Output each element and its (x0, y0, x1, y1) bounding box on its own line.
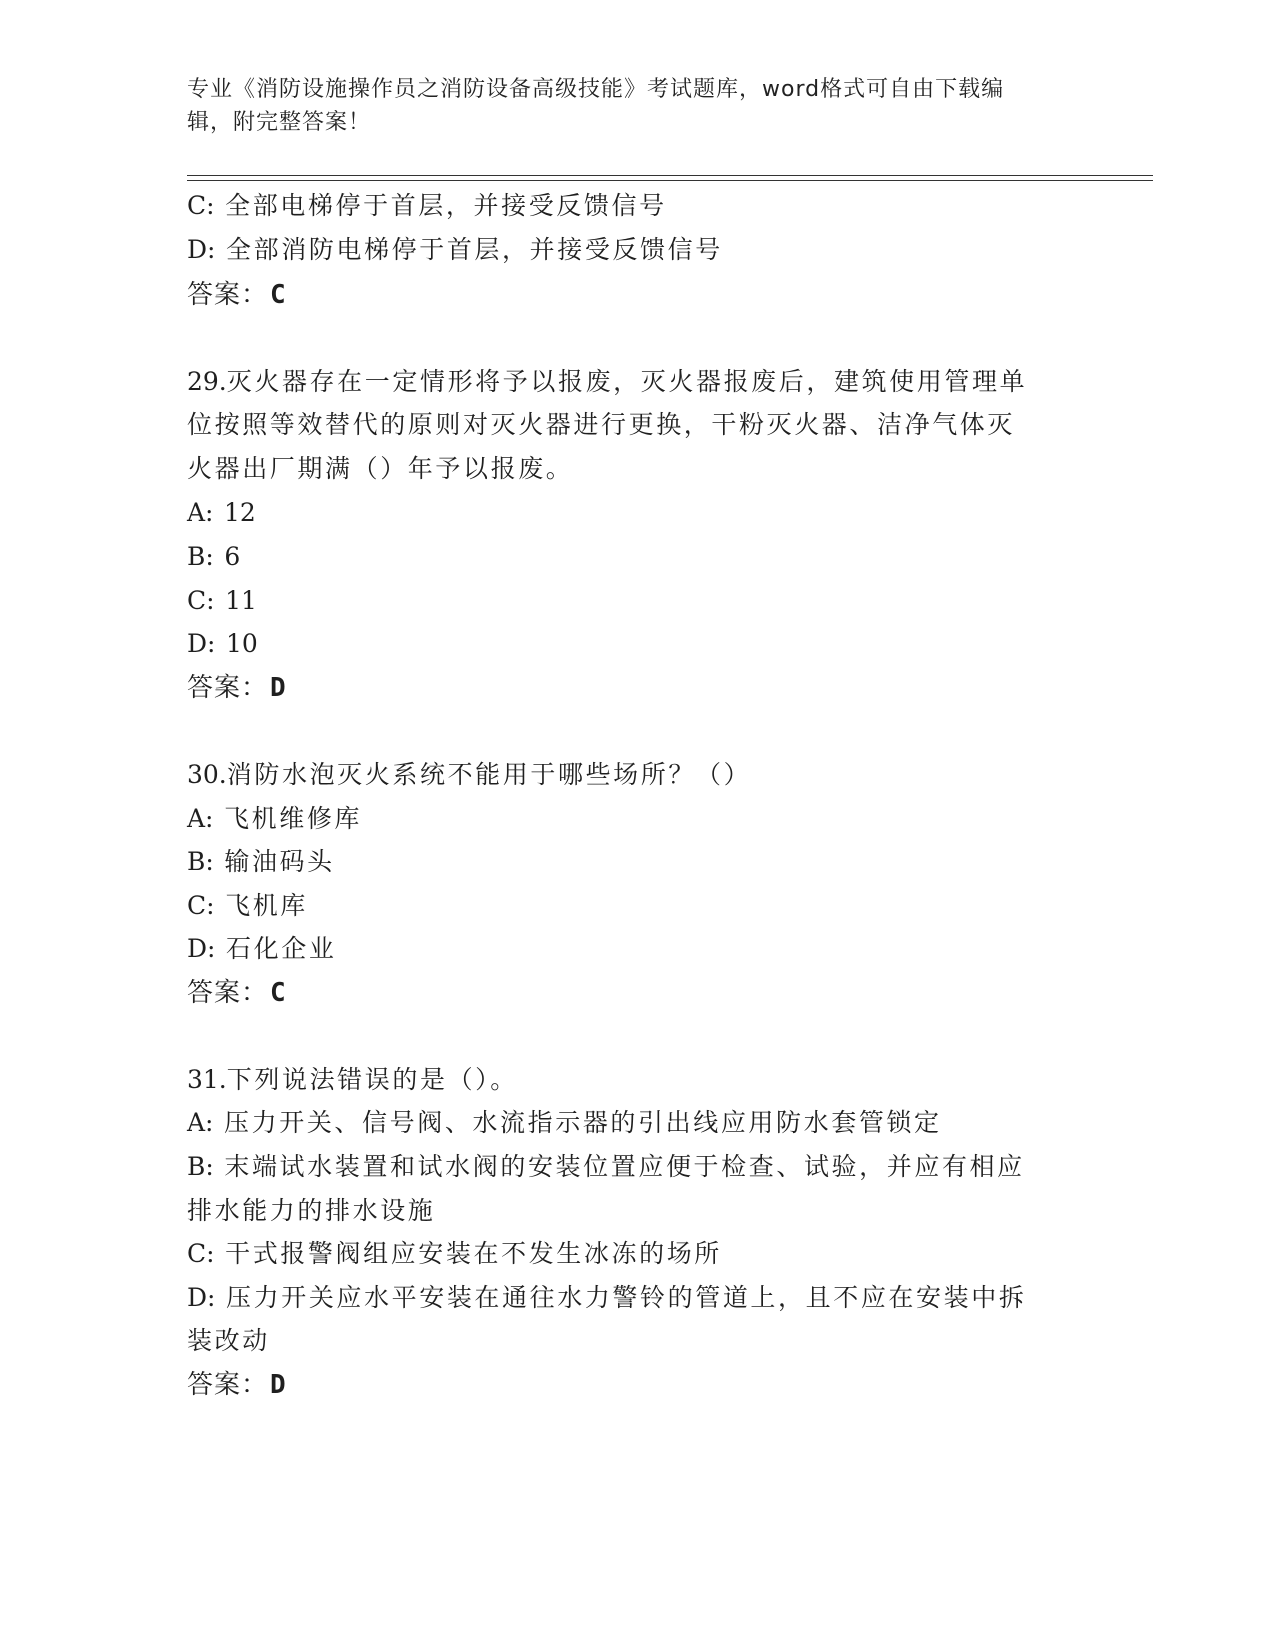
header-line-2: 辑，附完整答案！ (187, 110, 372, 135)
question-30-option-d: D: 石化企业 (187, 934, 337, 963)
question-29-option-d: D: 10 (187, 629, 258, 658)
header-line-1: 专业《消防设施操作员之消防设备高级技能》考试题库，word格式可自由下载编 (187, 77, 1005, 102)
question-31-option-b: B: 末端试水装置和试水阀的安装位置应便于检查、试验，并应有相应 (187, 1152, 1025, 1181)
prev-option-c: C: 全部电梯停于首层，并接受反馈信号 (187, 191, 667, 220)
question-29-stem-line-2: 位按照等效替代的原则对灭火器进行更换，干粉灭火器、洁净气体灭 (187, 410, 1016, 439)
question-29-option-c: C: 11 (187, 586, 257, 615)
question-29-stem-line-3: 火器出厂期满（）年予以报废。 (187, 454, 574, 483)
question-29-option-b: B: 6 (187, 542, 241, 571)
question-29-answer: 答案：D (187, 673, 286, 703)
header-divider-top (187, 175, 1153, 176)
question-30-option-c: C: 飞机库 (187, 891, 308, 920)
question-30-stem: 30.消防水泡灭火系统不能用于哪些场所？（） (187, 760, 752, 789)
question-31-option-a: A: 压力开关、信号阀、水流指示器的引出线应用防水套管锁定 (187, 1108, 942, 1137)
question-31-answer: 答案：D (187, 1370, 286, 1400)
question-31-option-c: C: 干式报警阀组应安装在不发生冰冻的场所 (187, 1239, 722, 1268)
question-31-option-d-continued: 装改动 (187, 1326, 270, 1355)
question-29-option-a: A: 12 (187, 498, 256, 527)
prev-answer: 答案：C (187, 280, 286, 310)
question-31-option-d: D: 压力开关应水平安装在通往水力警铃的管道上，且不应在安装中拆 (187, 1283, 1027, 1312)
question-30-option-b: B: 输油码头 (187, 847, 335, 876)
prev-option-d: D: 全部消防电梯停于首层，并接受反馈信号 (187, 235, 723, 264)
document-header (187, 73, 1067, 139)
header-divider-bottom (187, 180, 1153, 181)
question-31-stem: 31.下列说法错误的是（）。 (187, 1065, 518, 1094)
question-29-stem-line-1: 29.灭火器存在一定情形将予以报废，灭火器报废后，建筑使用管理单 (187, 367, 1028, 396)
question-30-answer: 答案：C (187, 978, 286, 1008)
question-31-option-b-continued: 排水能力的排水设施 (187, 1196, 436, 1225)
question-30-option-a: A: 飞机维修库 (187, 804, 363, 833)
